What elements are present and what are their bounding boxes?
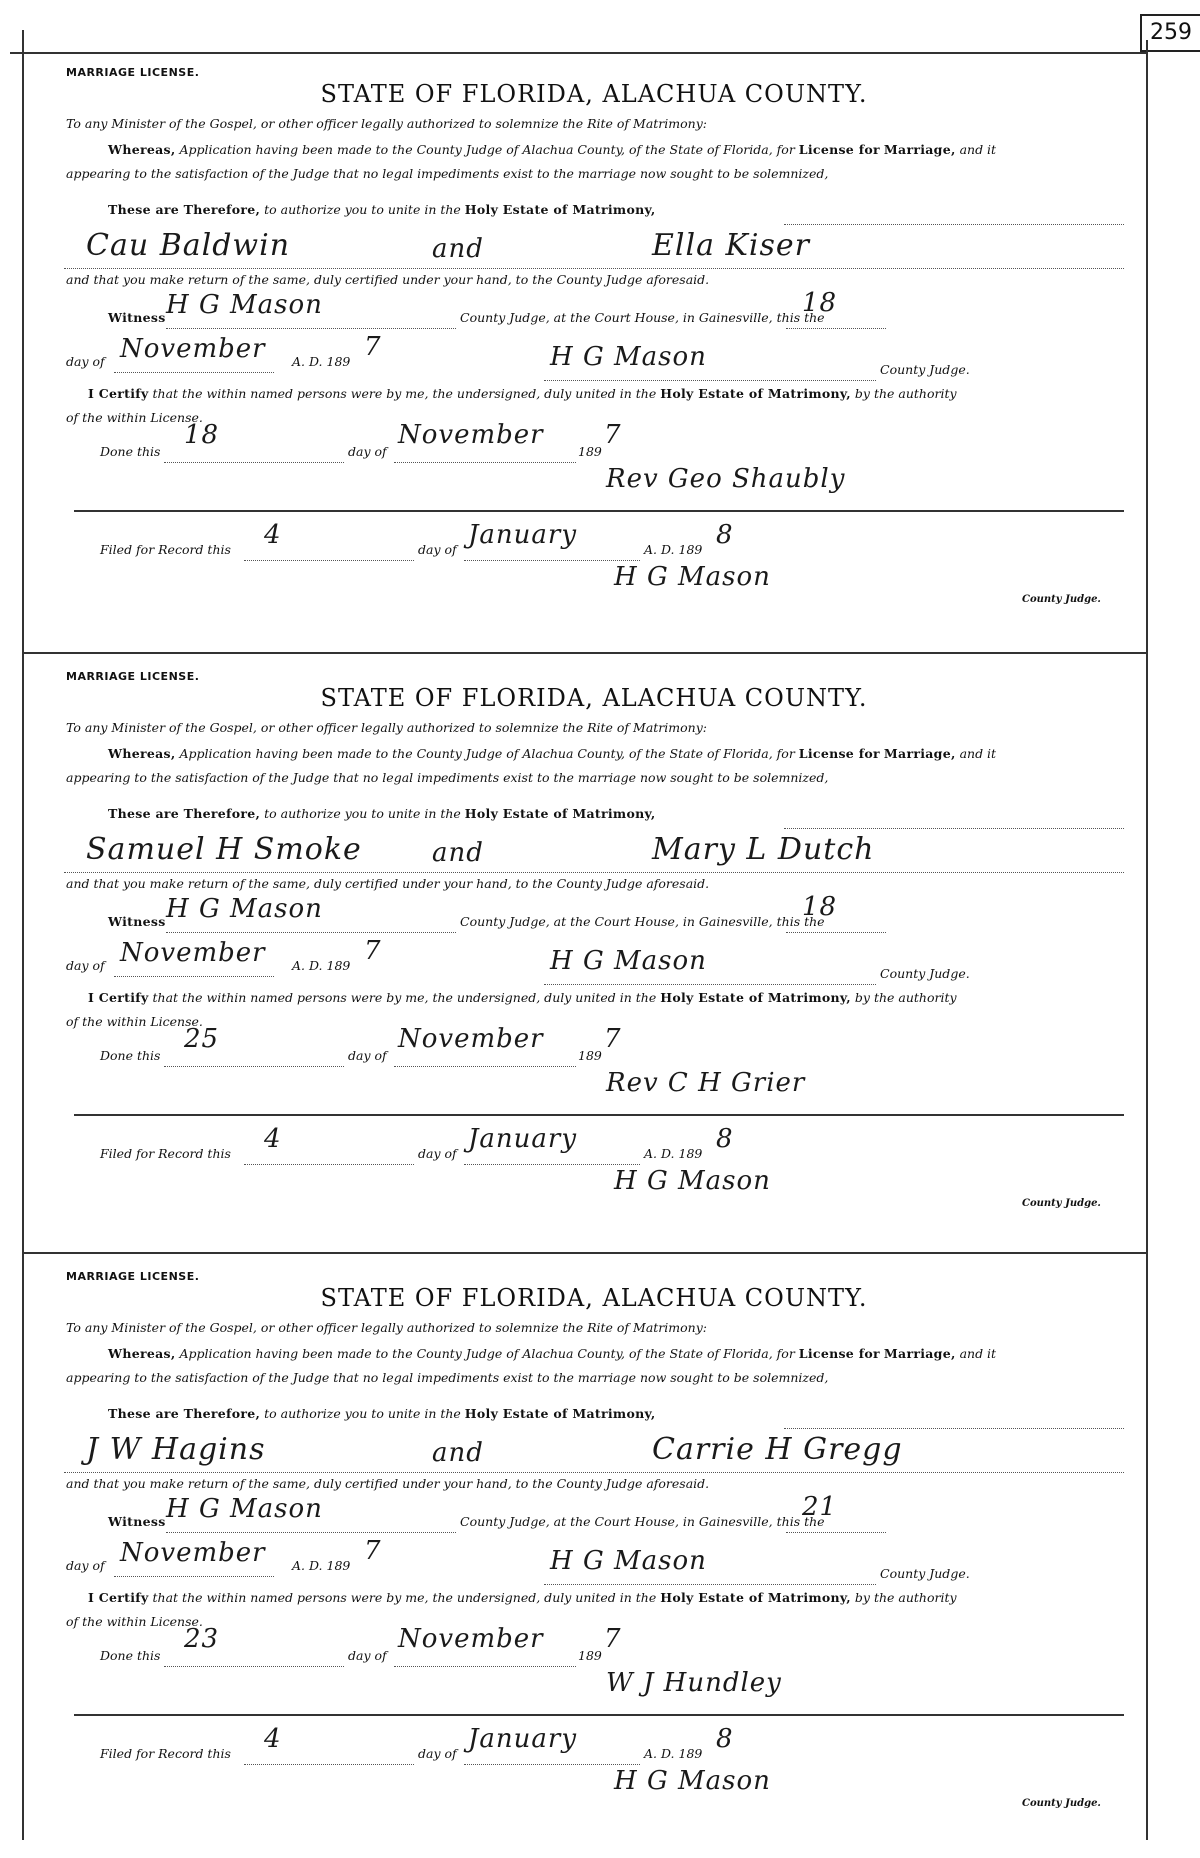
filed-day-of-label: day of — [418, 542, 457, 557]
fill-line — [166, 310, 456, 329]
day-of-label: day of — [66, 354, 105, 369]
and-word: and — [432, 838, 484, 868]
year-digit: 7 — [364, 1536, 382, 1566]
done-day-of-label: day of — [348, 444, 387, 459]
witness-signature: H G Mason — [166, 1494, 323, 1524]
fill-line — [464, 1146, 640, 1165]
day-number: 18 — [802, 892, 838, 922]
fill-line — [114, 1558, 274, 1577]
county-judge-at: County Judge, at the Court House, in Gainesville, this the — [460, 1514, 825, 1529]
return-line: and that you make return of the same, duly certified under your hand, to the County Judge aforesaid. — [66, 272, 710, 287]
groom-name: Cau Baldwin — [86, 228, 291, 263]
day-number: 18 — [802, 288, 838, 318]
page-number: 259 — [1140, 14, 1200, 52]
fill-line — [786, 310, 886, 329]
filed-signature: H G Mason — [614, 1766, 771, 1796]
judge-signature: H G Mason — [550, 946, 707, 976]
county-judge-small: County Judge. — [1022, 1798, 1101, 1809]
fill-line — [164, 1648, 344, 1667]
county-judge-label: County Judge. — [880, 966, 970, 981]
officiant-signature: Rev Geo Shaubly — [606, 464, 846, 494]
county-judge-at: County Judge, at the Court House, in Gainesville, this the — [460, 914, 825, 929]
month: November — [120, 1538, 266, 1568]
done-day: 23 — [184, 1624, 220, 1654]
address-line: To any Minister of the Gospel, or other officer legally authorized to solemnize the Rite of Matrimony: — [66, 1320, 707, 1335]
address-line: To any Minister of the Gospel, or other officer legally authorized to solemnize the Rite of Matrimony: — [66, 720, 707, 735]
groom-name: Samuel H Smoke — [86, 832, 362, 867]
appearing-line: appearing to the satisfaction of the Judge that no legal impediments exist to the marriage now sought to be solemnized, — [66, 770, 829, 785]
fill-line — [784, 206, 1124, 225]
done-year: 7 — [604, 420, 622, 450]
whereas-line: Whereas, Application having been made to the County Judge of Alachua County, of the State of Florida, for License for Marriage, and it — [108, 1346, 997, 1361]
fill-line — [114, 958, 274, 977]
fill-line — [544, 966, 876, 985]
filed-ad-label: A. D. 189 — [644, 542, 703, 557]
top-rule — [10, 52, 1146, 54]
officiant-signature: W J Hundley — [606, 1668, 782, 1698]
day-of-label: day of — [66, 958, 105, 973]
names-fill-line — [64, 1454, 1124, 1473]
done-year-label: 189 — [578, 444, 602, 459]
marriage-license — [64, 1268, 1124, 1858]
filed-label: Filed for Record this — [100, 1746, 231, 1761]
whereas-line: Whereas, Application having been made to the County Judge of Alachua County, of the State of Florida, for License for Marriage, and it — [108, 746, 997, 761]
therefore-line: These are Therefore, to authorize you to unite in the Holy Estate of Matrimony, — [108, 806, 656, 821]
return-line: and that you make return of the same, duly certified under your hand, to the County Judge aforesaid. — [66, 1476, 710, 1491]
done-day-of-label: day of — [348, 1048, 387, 1063]
certify-line: I Certify that the within named persons were by me, the undersigned, duly united in the Holy Estate of Matrimony, by the authority — [88, 990, 957, 1005]
filed-year: 8 — [716, 1124, 734, 1154]
filed-label: Filed for Record this — [100, 1146, 231, 1161]
witness-signature: H G Mason — [166, 894, 323, 924]
state-title: STATE OF FLORIDA, ALACHUA COUNTY. — [320, 684, 868, 712]
officiant-signature: Rev C H Grier — [606, 1068, 806, 1098]
fill-line — [786, 914, 886, 933]
fill-line — [244, 1146, 414, 1165]
fill-line — [544, 362, 876, 381]
marriage-license — [64, 668, 1124, 1258]
fill-line — [786, 1514, 886, 1533]
groom-name: J W Hagins — [86, 1432, 266, 1467]
appearing-line: appearing to the satisfaction of the Judge that no legal impediments exist to the marriage now sought to be solemnized, — [66, 1370, 829, 1385]
certify-line: I Certify that the within named persons were by me, the undersigned, duly united in the Holy Estate of Matrimony, by the authority — [88, 1590, 957, 1605]
license-label: MARRIAGE LICENSE. — [66, 670, 200, 683]
fill-line — [544, 1566, 876, 1585]
county-judge-small: County Judge. — [1022, 594, 1101, 605]
filed-day: 4 — [264, 520, 282, 550]
within-license-line: of the within License. — [66, 1014, 203, 1029]
ad-label: A. D. 189 — [292, 354, 351, 369]
filed-year: 8 — [716, 520, 734, 550]
done-day-of-label: day of — [348, 1648, 387, 1663]
fill-line — [164, 444, 344, 463]
names-fill-line — [64, 250, 1124, 269]
witness-label: Witness — [108, 1514, 166, 1529]
year-digit: 7 — [364, 332, 382, 362]
fill-line — [784, 1410, 1124, 1429]
year-digit: 7 — [364, 936, 382, 966]
filed-month: January — [468, 520, 578, 550]
filed-rule — [74, 1114, 1124, 1116]
address-line: To any Minister of the Gospel, or other officer legally authorized to solemnize the Rite of Matrimony: — [66, 116, 707, 131]
done-month: November — [398, 1024, 544, 1054]
certify-line: I Certify that the within named persons were by me, the undersigned, duly united in the Holy Estate of Matrimony, by the authority — [88, 386, 957, 401]
within-license-line: of the within License. — [66, 410, 203, 425]
fill-line — [166, 1514, 456, 1533]
left-margin-rule — [22, 30, 24, 1840]
judge-signature: H G Mason — [550, 342, 707, 372]
witness-label: Witness — [108, 310, 166, 325]
fill-line — [114, 354, 274, 373]
done-year: 7 — [604, 1024, 622, 1054]
license-label: MARRIAGE LICENSE. — [66, 66, 200, 79]
filed-day: 4 — [264, 1724, 282, 1754]
state-title: STATE OF FLORIDA, ALACHUA COUNTY. — [320, 80, 868, 108]
done-this-label: Done this — [100, 1048, 161, 1063]
filed-day-of-label: day of — [418, 1146, 457, 1161]
fill-line — [784, 810, 1124, 829]
day-of-label: day of — [66, 1558, 105, 1573]
fill-line — [244, 1746, 414, 1765]
marriage-license — [64, 64, 1124, 654]
filed-signature: H G Mason — [614, 562, 771, 592]
witness-label: Witness — [108, 914, 166, 929]
fill-line — [464, 1746, 640, 1765]
month: November — [120, 938, 266, 968]
county-judge-at: County Judge, at the Court House, in Gainesville, this the — [460, 310, 825, 325]
county-judge-label: County Judge. — [880, 362, 970, 377]
ad-label: A. D. 189 — [292, 1558, 351, 1573]
filed-day-of-label: day of — [418, 1746, 457, 1761]
fill-line — [394, 1648, 576, 1667]
fill-line — [164, 1048, 344, 1067]
bride-name: Mary L Dutch — [652, 832, 875, 867]
names-fill-line — [64, 854, 1124, 873]
done-day: 18 — [184, 420, 220, 450]
filed-signature: H G Mason — [614, 1166, 771, 1196]
appearing-line: appearing to the satisfaction of the Judge that no legal impediments exist to the marriage now sought to be solemnized, — [66, 166, 829, 181]
done-year-label: 189 — [578, 1648, 602, 1663]
done-day: 25 — [184, 1024, 220, 1054]
filed-rule — [74, 510, 1124, 512]
filed-month: January — [468, 1724, 578, 1754]
right-margin-rule — [1146, 40, 1148, 1840]
done-this-label: Done this — [100, 444, 161, 459]
ad-label: A. D. 189 — [292, 958, 351, 973]
done-month: November — [398, 1624, 544, 1654]
filed-label: Filed for Record this — [100, 542, 231, 557]
filed-month: January — [468, 1124, 578, 1154]
fill-line — [166, 914, 456, 933]
filed-day: 4 — [264, 1124, 282, 1154]
filed-rule — [74, 1714, 1124, 1716]
county-judge-small: County Judge. — [1022, 1198, 1101, 1209]
done-year-label: 189 — [578, 1048, 602, 1063]
filed-ad-label: A. D. 189 — [644, 1146, 703, 1161]
bride-name: Ella Kiser — [652, 228, 811, 263]
return-line: and that you make return of the same, duly certified under your hand, to the County Judge aforesaid. — [66, 876, 710, 891]
therefore-line: These are Therefore, to authorize you to unite in the Holy Estate of Matrimony, — [108, 1406, 656, 1421]
judge-signature: H G Mason — [550, 1546, 707, 1576]
witness-signature: H G Mason — [166, 290, 323, 320]
therefore-line: These are Therefore, to authorize you to unite in the Holy Estate of Matrimony, — [108, 202, 656, 217]
within-license-line: of the within License. — [66, 1614, 203, 1629]
month: November — [120, 334, 266, 364]
done-this-label: Done this — [100, 1648, 161, 1663]
license-label: MARRIAGE LICENSE. — [66, 1270, 200, 1283]
filed-ad-label: A. D. 189 — [644, 1746, 703, 1761]
bride-name: Carrie H Gregg — [652, 1432, 903, 1467]
state-title: STATE OF FLORIDA, ALACHUA COUNTY. — [320, 1284, 868, 1312]
filed-year: 8 — [716, 1724, 734, 1754]
county-judge-label: County Judge. — [880, 1566, 970, 1581]
whereas-line: Whereas, Application having been made to the County Judge of Alachua County, of the State of Florida, for License for Marriage, and it — [108, 142, 997, 157]
fill-line — [394, 444, 576, 463]
fill-line — [394, 1048, 576, 1067]
day-number: 21 — [802, 1492, 838, 1522]
fill-line — [464, 542, 640, 561]
fill-line — [244, 542, 414, 561]
and-word: and — [432, 234, 484, 264]
done-year: 7 — [604, 1624, 622, 1654]
done-month: November — [398, 420, 544, 450]
and-word: and — [432, 1438, 484, 1468]
